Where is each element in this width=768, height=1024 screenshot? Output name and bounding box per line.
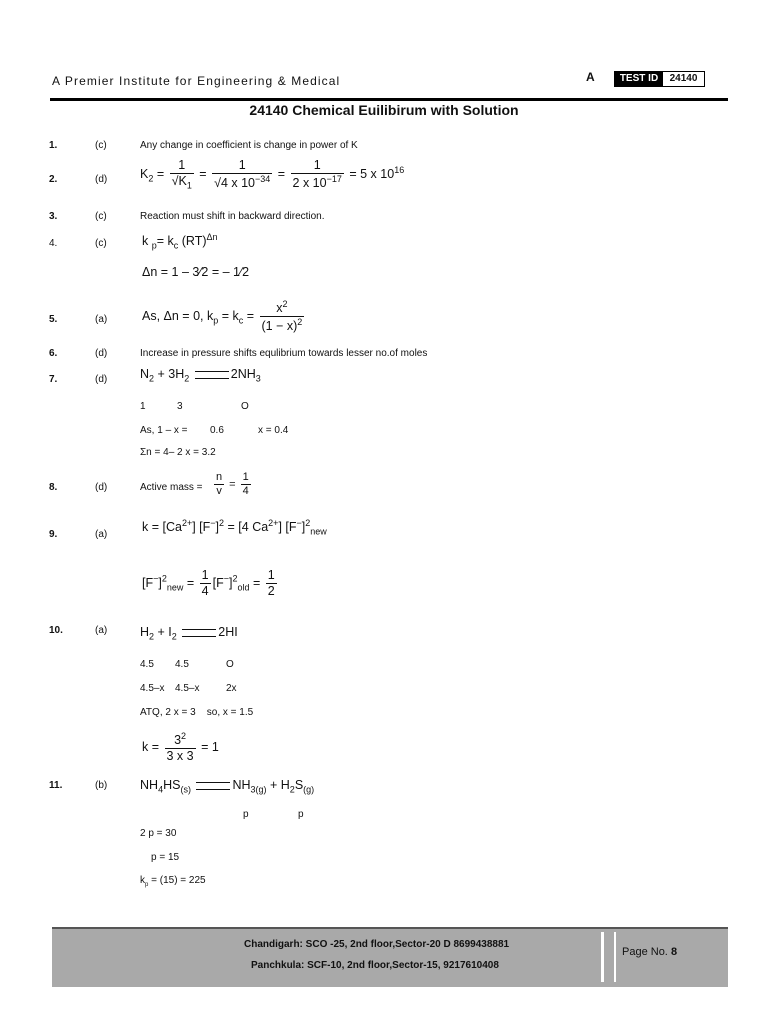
question-number: 8. [49,482,58,493]
q11-step-3: $k_p = (15) = 225$ [140,875,206,888]
q10-equation-k: k = $\frac{3^2}{3 x 3}$ = 1 [142,731,219,764]
q7-initial-1: 1 [140,401,146,412]
solution-text: Active mass = [140,482,203,493]
question-number: 5. [49,314,58,325]
q10-initial-2: 4.5 [175,659,189,670]
question-number: 11. [49,780,63,791]
question-number: 2. [49,174,58,185]
answer-option: (a) [95,625,108,636]
q7-initial-3: O [241,401,249,412]
footer-line-panchkula [251,960,499,971]
page-number [622,946,677,958]
test-id-label: TEST ID [615,72,663,86]
question-number: 9. [49,529,58,540]
footer-label: Chandigarh: [244,939,303,950]
answer-option: (a) [95,314,108,325]
q5-equation: As, Δn = 0, $k_p = k_c$ = $\frac{x^2}{(1 - x)^2}$ [142,299,303,334]
question-number: 3. [49,211,58,222]
q9-equation-f: $[F^-]^2_{new}$ = $\frac{1}{4}$ $[F^-]^2_{old}$ = $\frac{1}{2}$ [142,568,275,598]
answer-option: (c) [95,211,107,222]
answer-option: (a) [95,529,108,540]
q11-p-2: p [298,809,304,820]
question-number: 4. [49,238,58,249]
q4-equation-kp: k $_p= k_c$ (RT)$^{\Delta n}$ [142,232,218,251]
q4-equation-delta-n: Δn = 1 – 3⁄2 = – 1⁄2 [142,265,250,279]
answer-option: (b) [95,780,108,791]
page-value: 8 [670,946,678,958]
solution-text: Any change in coefficient is change in power of K [140,140,358,151]
answer-option: (d) [95,174,108,185]
institute-tagline: A Premier Institute for Engineering & Medical [52,74,341,88]
q11-p-1: p [243,809,249,820]
q7-step-2: As, 1 – x = [140,425,188,436]
footer-address: SCF-10, 2nd floor,Sector-15, 9217610408 [307,960,499,971]
solution-text: Reaction must shift in backward direction. [140,211,325,222]
q11-step-2: p = 15 [151,852,180,863]
test-id-value: 24140 [669,73,698,84]
q7-step-3: Σn = 4– 2 x = 3.2 [140,447,216,458]
q10-eq-3: 2x [226,683,237,694]
answer-option: (c) [95,140,107,151]
footer-line-chandigarh [244,939,509,950]
footer-label: Panchkula: [251,960,305,971]
q7-reaction: $N_2 + 3H_2$ $2NH_3$ [140,367,261,384]
set-letter: A [586,70,595,84]
answer-option: (c) [95,238,107,249]
q10-initial-1: 4.5 [140,659,154,670]
q9-equation-k: $k = [Ca^{2+}] [F^-]^2 = [4$ $Ca^{2+}$] $[F^-]^2_{new}$ [142,518,327,537]
q10-eq-2: 4.5–x [175,683,200,694]
page-title: 24140 Chemical Euilibirum with Solution [249,102,519,118]
question-number: 7. [49,374,58,385]
q10-initial-3: O [226,659,234,670]
q10-eq-1: 4.5–x [140,683,165,694]
q11-step-3-text: = (15) = 225 [151,875,206,886]
answer-option: (d) [95,374,108,385]
q7-step-2-x: x = 0.4 [258,425,289,436]
header-rule [50,98,728,101]
q10-reaction: $H_2 + I_2$ 2HI [140,625,238,642]
solution-text: Increase in pressure shifts equlibrium towards lesser no.of moles [140,348,428,359]
q7-initial-2: 3 [177,401,183,412]
question-number: 10. [49,625,63,636]
page-label: Page No. [622,946,668,958]
footer-divider [601,932,616,982]
footer-address: SCO -25, 2nd floor,Sector-20 D 8699438881 [305,939,510,950]
q11-step-1: 2 p = 30 [140,828,177,839]
q11-reaction: $NH_4HS_{(s)}$ $NH_{3(g)} + H_2S_{(g)}$ [140,778,315,795]
q8-equation: $\frac{n}{v}$ = $\frac{1}{4}$ [216,471,249,498]
q2-equation: $K_2$ = $\frac{1}{√K_1}$ = $\frac{1}{√4 x 10^{-34}}$ = $\frac{1}{2 x 10^{-17}}$ = 5 x $10^{16}$ [140,158,405,191]
test-id-box [614,71,705,87]
question-number: 6. [49,348,58,359]
answer-option: (d) [95,348,108,359]
question-number: 1. [49,140,58,151]
answer-option: (d) [95,482,108,493]
q7-step-2-value: 0.6 [210,425,224,436]
q10-step-3: ATQ, 2 x = 3 so, x = 1.5 [140,707,254,718]
